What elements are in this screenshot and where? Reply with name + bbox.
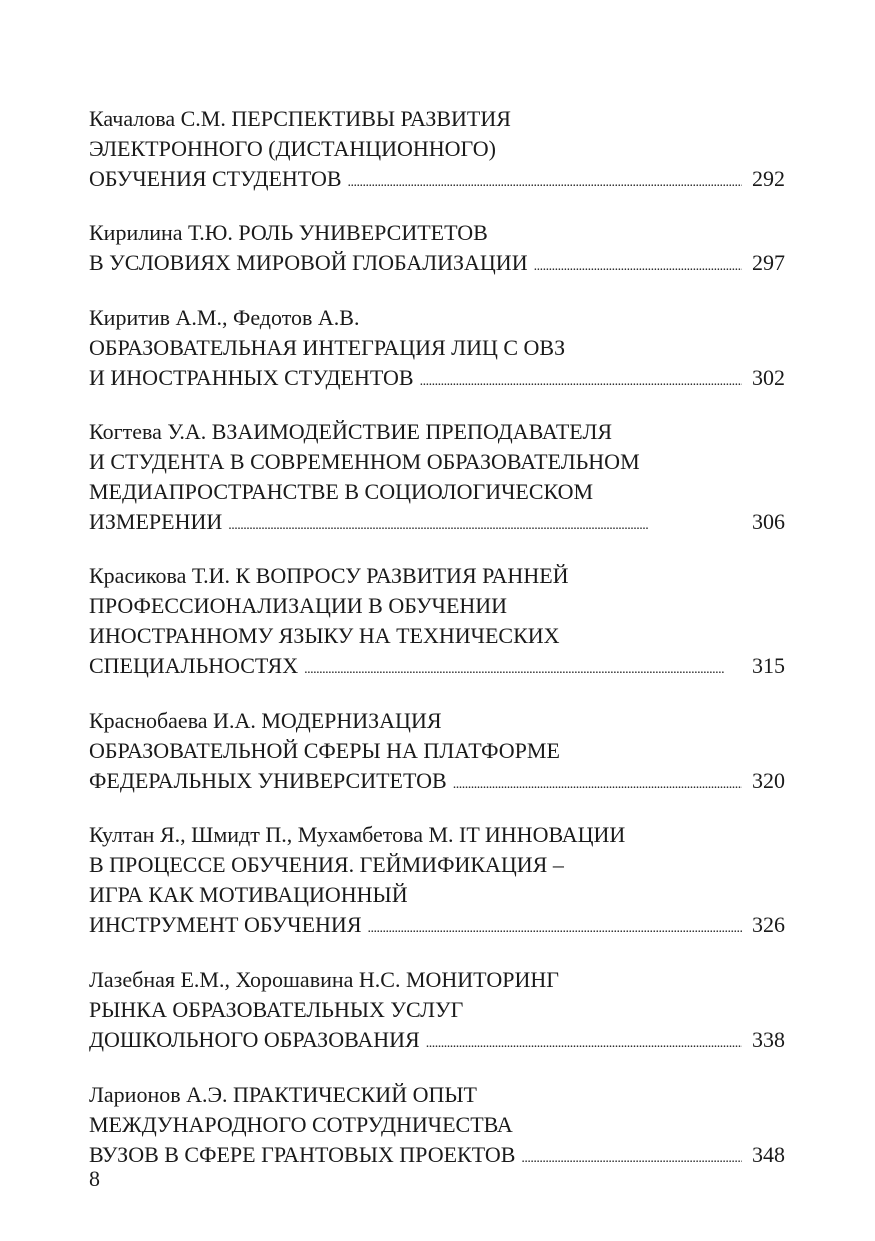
- dot-leader: [368, 914, 743, 944]
- dot-leader: [304, 655, 742, 685]
- toc-entry-line: ИНОСТРАННОМУ ЯЗЫКУ НА ТЕХНИЧЕСКИХ: [89, 623, 560, 648]
- toc-entry-line: ПРОФЕССИОНАЛИЗАЦИИ В ОБУЧЕНИИ: [89, 593, 508, 618]
- toc-entry-line: Красикова Т.И. К ВОПРОСУ РАЗВИТИЯ РАННЕЙ: [89, 563, 569, 588]
- toc-entry-last-line: [89, 1140, 785, 1170]
- toc-entry[interactable]: [89, 218, 785, 278]
- toc-entry-page-number: 320: [752, 768, 785, 793]
- toc-entry-title-end: ВУЗОВ В СФЕРЕ ГРАНТОВЫХ ПРОЕКТОВ: [89, 1142, 516, 1167]
- dot-leader: [534, 252, 742, 282]
- toc-entry[interactable]: [89, 561, 785, 681]
- toc-entry-line: Лазебная Е.М., Хорошавина Н.С. МОНИТОРИНГ: [89, 967, 559, 992]
- toc-entry[interactable]: [89, 1080, 785, 1170]
- toc-entry-line: Киритив А.М., Федотов А.В.: [89, 305, 360, 330]
- toc-entry-line: РЫНКА ОБРАЗОВАТЕЛЬНЫХ УСЛУГ: [89, 997, 464, 1022]
- toc-entry-line: Краснобаева И.А. МОДЕРНИЗАЦИЯ: [89, 708, 442, 733]
- toc-entry-last-line: [89, 910, 785, 940]
- dot-leader: [420, 367, 742, 397]
- toc-entry-line: МЕЖДУНАРОДНОГО СОТРУДНИЧЕСТВА: [89, 1112, 513, 1137]
- table-of-contents: [89, 80, 785, 1170]
- toc-entry-page-number: 306: [752, 509, 785, 534]
- dot-leader: [426, 1029, 742, 1059]
- toc-entry-title-end: ОБУЧЕНИЯ СТУДЕНТОВ: [89, 166, 342, 191]
- toc-entry-line: Култан Я., Шмидт П., Мухамбетова М. IT ИННОВАЦИИ: [89, 822, 626, 847]
- toc-entry-last-line: [89, 1025, 785, 1055]
- toc-entry[interactable]: [89, 104, 785, 194]
- dot-leader: [453, 770, 742, 800]
- toc-entry-line: И СТУДЕНТА В СОВРЕМЕННОМ ОБРАЗОВАТЕЛЬНОМ: [89, 449, 640, 474]
- toc-entry-page-number: 297: [752, 250, 785, 275]
- toc-entry-page-number: 302: [752, 365, 785, 390]
- toc-entry-title-end: ДОШКОЛЬНОГО ОБРАЗОВАНИЯ: [89, 1027, 420, 1052]
- toc-entry-title-end: ИЗМЕРЕНИИ: [89, 509, 223, 534]
- toc-entry-title-end: ФЕДЕРАЛЬНЫХ УНИВЕРСИТЕТОВ: [89, 768, 447, 793]
- toc-entry-last-line: [89, 363, 785, 393]
- toc-entry-last-line: [89, 651, 785, 681]
- toc-entry-page-number: 348: [752, 1142, 785, 1167]
- toc-entry[interactable]: [89, 303, 785, 393]
- page-number: 8: [89, 1166, 100, 1191]
- toc-entry-last-line: [89, 507, 785, 537]
- toc-entry-page-number: 315: [752, 653, 785, 678]
- toc-entry-line: ОБРАЗОВАТЕЛЬНОЙ СФЕРЫ НА ПЛАТФОРМЕ: [89, 738, 560, 763]
- toc-entry-last-line: [89, 164, 785, 194]
- dot-leader: [348, 168, 742, 198]
- toc-entry[interactable]: [89, 706, 785, 796]
- toc-entry-page-number: 338: [752, 1027, 785, 1052]
- toc-entry-line: ОБРАЗОВАТЕЛЬНАЯ ИНТЕГРАЦИЯ ЛИЦ С ОВЗ: [89, 335, 566, 360]
- toc-entry-line: МЕДИАПРОСТРАНСТВЕ В СОЦИОЛОГИЧЕСКОМ: [89, 479, 594, 504]
- toc-entry-title-end: В УСЛОВИЯХ МИРОВОЙ ГЛОБАЛИЗАЦИИ: [89, 250, 528, 275]
- toc-entry-title-end: ИНСТРУМЕНТ ОБУЧЕНИЯ: [89, 912, 362, 937]
- toc-entry-line: Ларионов А.Э. ПРАКТИЧЕСКИЙ ОПЫТ: [89, 1082, 477, 1107]
- toc-entry-line: Кирилина Т.Ю. РОЛЬ УНИВЕРСИТЕТОВ: [89, 220, 488, 245]
- dot-leader: [228, 511, 742, 541]
- toc-entry-last-line: [89, 766, 785, 796]
- toc-entry-line: Качалова С.М. ПЕРСПЕКТИВЫ РАЗВИТИЯ: [89, 106, 511, 131]
- toc-entry-page-number: 292: [752, 166, 785, 191]
- toc-entry-title-end: СПЕЦИАЛЬНОСТЯХ: [89, 653, 299, 678]
- toc-entry-line: Когтева У.А. ВЗАИМОДЕЙСТВИЕ ПРЕПОДАВАТЕЛЯ: [89, 419, 613, 444]
- toc-entry[interactable]: [89, 965, 785, 1055]
- dot-leader: [521, 1144, 742, 1174]
- toc-entry[interactable]: [89, 820, 785, 940]
- toc-entry-line: В ПРОЦЕССЕ ОБУЧЕНИЯ. ГЕЙМИФИКАЦИЯ –: [89, 852, 564, 877]
- toc-entry-line: ИГРА КАК МОТИВАЦИОННЫЙ: [89, 882, 408, 907]
- toc-entry[interactable]: [89, 417, 785, 537]
- toc-entry-page-number: 326: [752, 912, 785, 937]
- toc-entry-title-end: И ИНОСТРАННЫХ СТУДЕНТОВ: [89, 365, 414, 390]
- toc-entry-line: ЭЛЕКТРОННОГО (ДИСТАНЦИОННОГО): [89, 136, 496, 161]
- toc-entry-last-line: [89, 248, 785, 278]
